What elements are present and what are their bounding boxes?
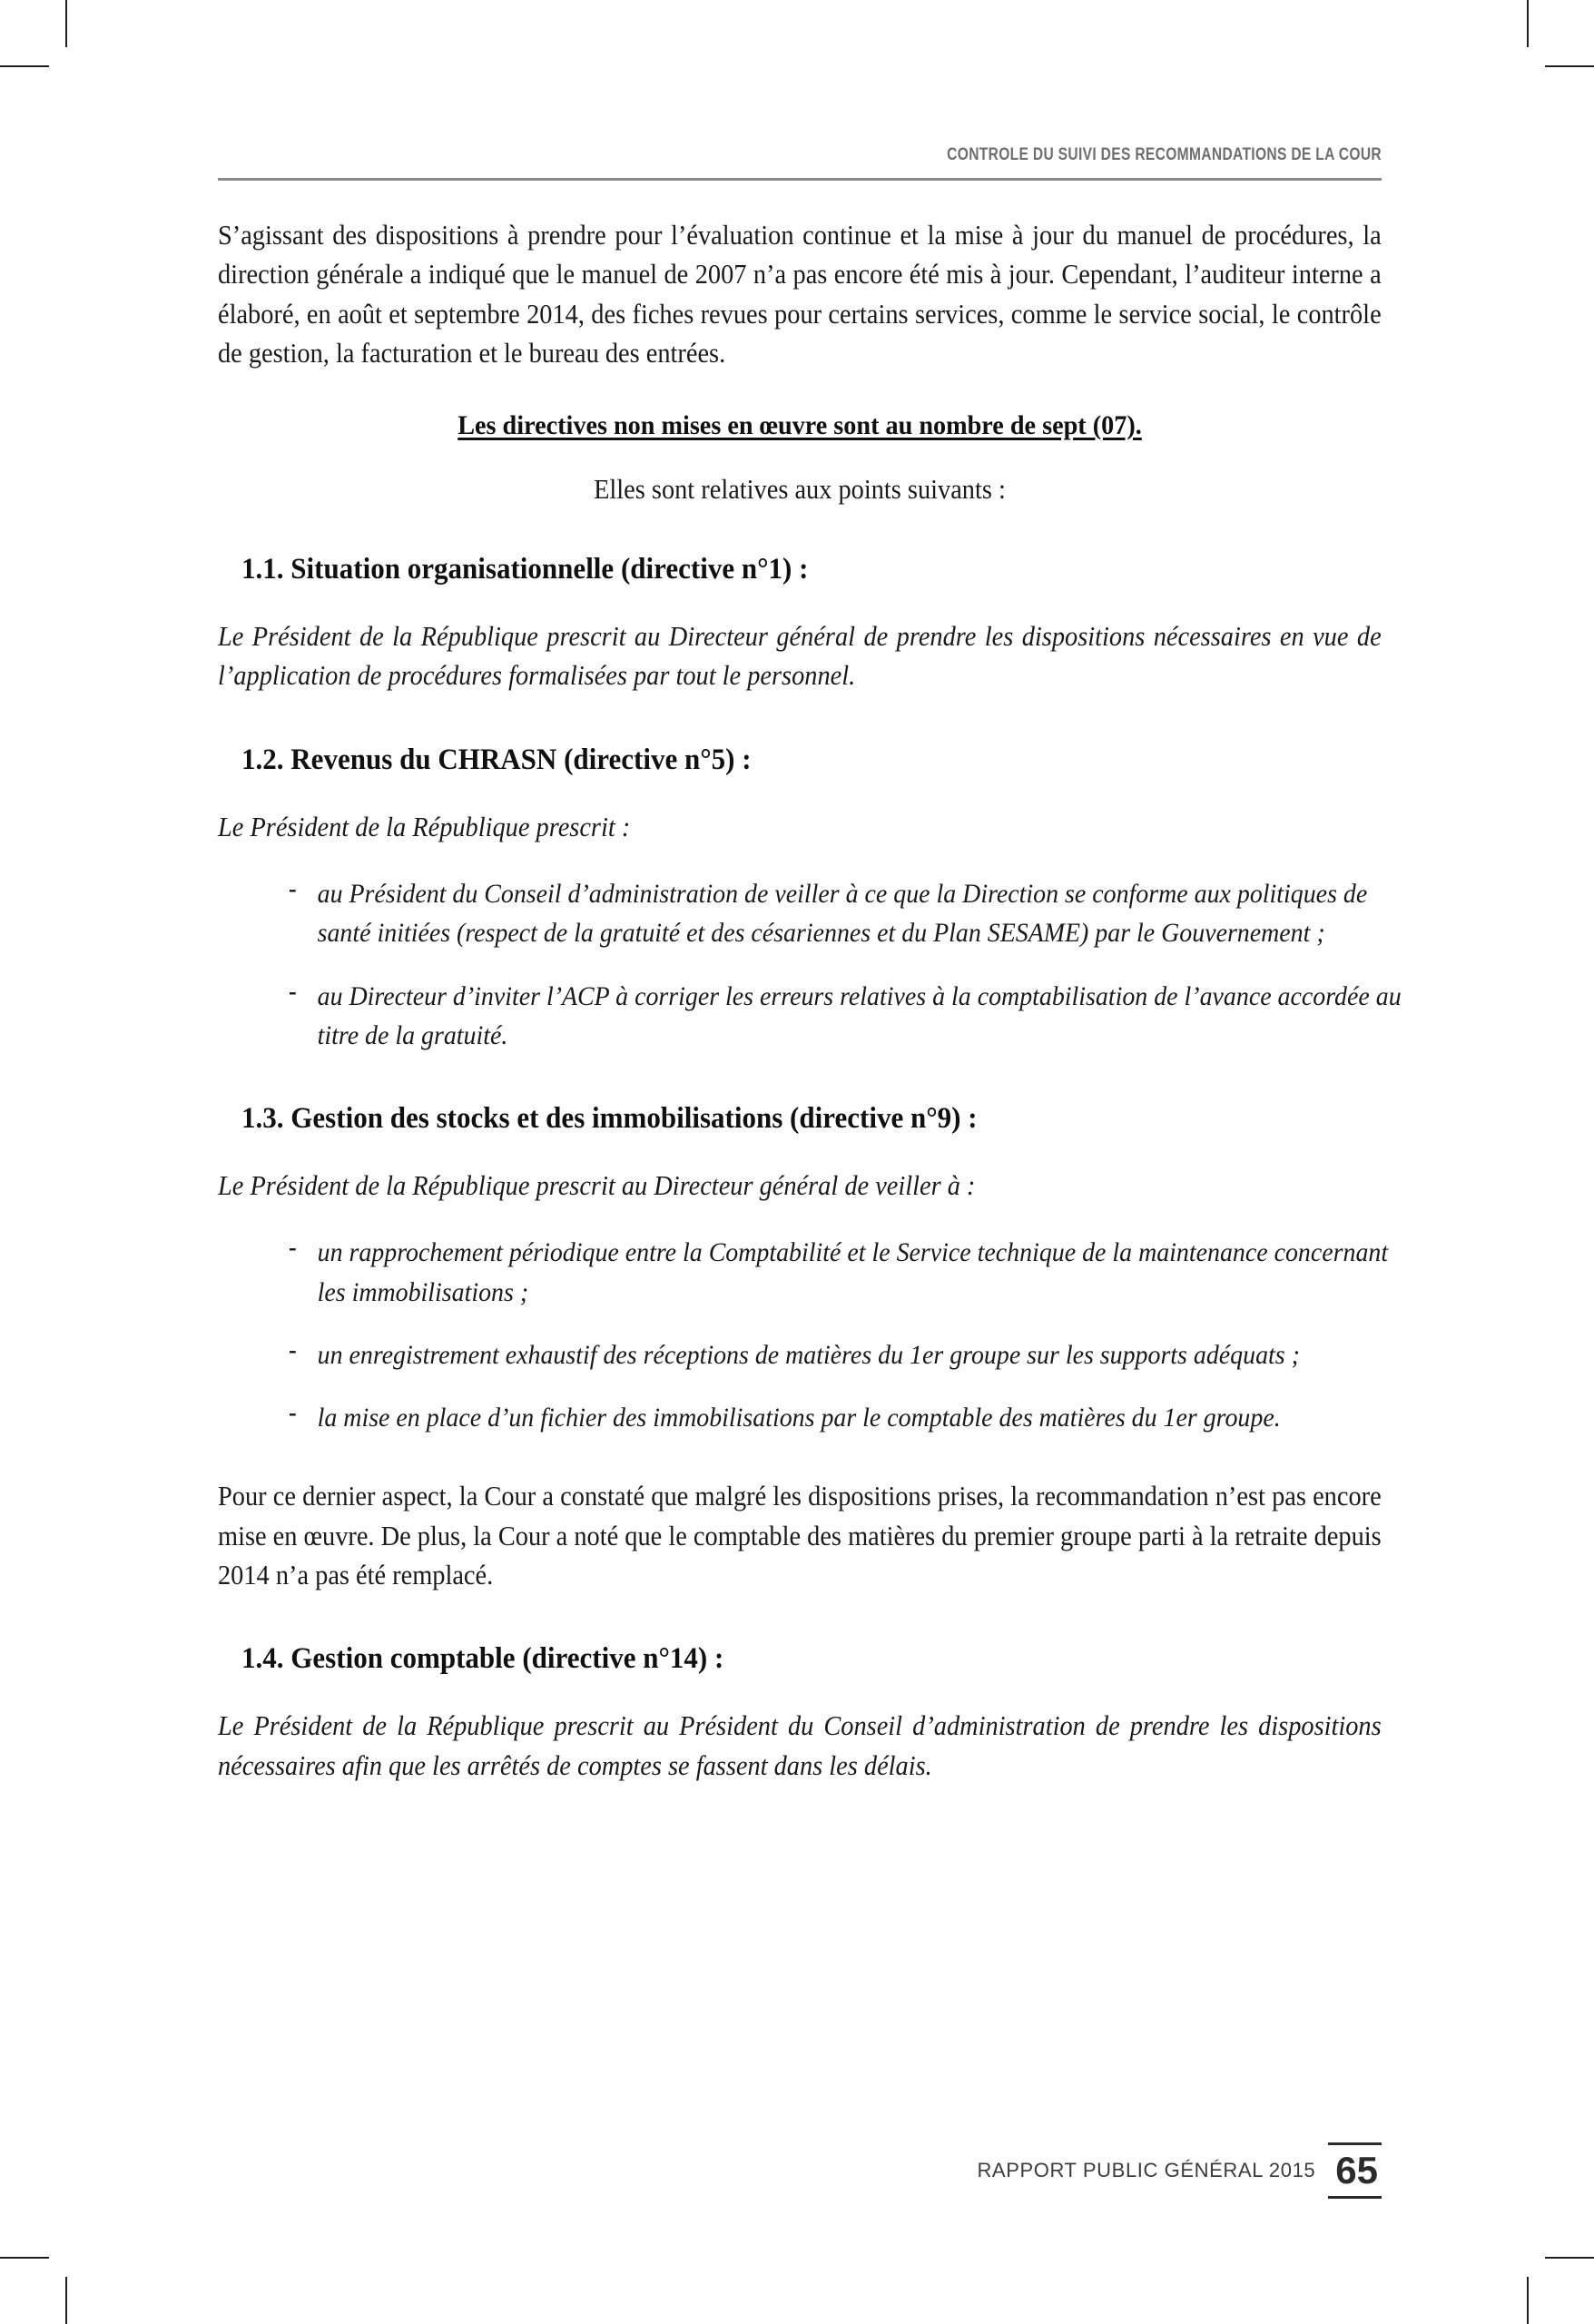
- crop-mark-top-left-vertical: [65, 0, 67, 47]
- list-item-text: au Président du Conseil d’administration de veiller à ce que la Direction se conforme aux politiques de santé initiées (respect de la gratuité et des césariennes et du Plan SESAME) par le Gouvernement ;: [317, 879, 1368, 949]
- section-heading-1-2: 1.2. Revenus du CHRASN (directive n°5) :: [241, 743, 752, 776]
- list-item: [289, 1398, 1410, 1437]
- crop-mark-top-right-horizontal: [1545, 65, 1594, 67]
- section-intro-1-1: Le Président de la République prescrit au Directeur général de prendre les dispositions nécessaires en vue de l’application de procédures formalisées par tout le personnel.: [218, 620, 1382, 692]
- list-item-text: au Directeur d’inviter l’ACP à corriger les erreurs relatives à la comptabilisation de l’avance accordée au titre de la gratuité.: [317, 980, 1402, 1050]
- crop-mark-bottom-right-vertical: [1527, 2277, 1529, 2324]
- spacer: [218, 777, 1382, 808]
- list-item: [289, 874, 1410, 952]
- crop-mark-top-left-horizontal: [0, 65, 49, 67]
- dash-bullet-icon: -: [289, 1398, 297, 1427]
- section-heading-1-3: 1.3. Gestion des stocks et des immobilisations (directive n°9) :: [241, 1101, 978, 1135]
- list-item: [289, 1335, 1410, 1374]
- dash-bullet-icon: -: [289, 875, 297, 904]
- section-intro-1-4: Le Président de la République prescrit au Président du Conseil d’administration de prendre les dispositions nécessaires afin que les arrêtés de comptes se fassent dans les délais.: [218, 1710, 1382, 1781]
- list-item: [289, 977, 1410, 1055]
- crop-mark-top-right-vertical: [1527, 0, 1529, 47]
- section-heading-1-4: 1.4. Gestion comptable (directive n°14) :: [241, 1642, 724, 1676]
- list-item-text: la mise en place d’un fichier des immobilisations par le comptable des matières du 1er groupe.: [317, 1402, 1281, 1433]
- crop-mark-bottom-left-vertical: [65, 2277, 67, 2324]
- dash-bullet-icon: -: [289, 1335, 297, 1364]
- section-intro-1-2: Le Président de la République prescrit :: [218, 811, 631, 842]
- spacer: [218, 586, 1382, 617]
- header-rule: [218, 178, 1382, 181]
- closing-paragraph-1-3: Pour ce dernier aspect, la Cour a constaté que malgré les dispositions prises, la recommandation n’est pas encore mise en œuvre. De plus, la Cour a noté que le comptable des matières du premier groupe parti à la retraite depuis 2014 n’a pas été remplacé.: [218, 1481, 1382, 1591]
- page-number: 65: [1328, 2142, 1382, 2199]
- underlined-heading: Les directives non mises en œuvre sont au nombre de sept (07).: [458, 409, 1142, 440]
- bullet-list-1-3: [218, 1233, 1389, 1437]
- dash-bullet-icon: -: [289, 977, 297, 1006]
- content-column: [218, 0, 1402, 2324]
- spacer: [218, 1136, 1382, 1167]
- list-item-text: un enregistrement exhaustif des réceptions de matières du 1er groupe sur les supports adéquats ;: [317, 1339, 1300, 1370]
- footer-label: RAPPORT PUBLIC GÉNÉRAL 2015: [977, 2159, 1316, 2181]
- section-heading-1-1: 1.1. Situation organisationnelle (directive n°1) :: [241, 552, 809, 586]
- intro-paragraph: S’agissant des dispositions à prendre pour l’évaluation continue et la mise à jour du manuel de procédures, la direction générale a indiqué que le manuel de 2007 n’a pas encore été mis à jour. Cependant, l’auditeur interne a élaboré, en août et septembre 2014, des fiches revues pour certains services, comme le service social, le contrôle de gestion, la facturation et le bureau des entrées.: [218, 220, 1382, 369]
- crop-mark-bottom-left-horizontal: [0, 2257, 49, 2259]
- bullet-list-1-2: [218, 874, 1402, 1055]
- list-item: [289, 1233, 1410, 1311]
- running-head: CONTROLE DU SUIVI DES RECOMMANDATIONS DE LA COUR: [947, 145, 1382, 164]
- lead-line: Elles sont relatives aux points suivants :: [594, 473, 1006, 505]
- crop-mark-bottom-right-horizontal: [1545, 2257, 1594, 2259]
- spacer: [218, 1437, 1382, 1477]
- page-footer: [218, 2142, 1382, 2199]
- spacer: [218, 1676, 1382, 1707]
- dash-bullet-icon: -: [289, 1234, 297, 1263]
- section-intro-1-3: Le Président de la République prescrit au Directeur général de veiller à :: [218, 1169, 976, 1201]
- document-body: [218, 216, 1402, 1786]
- list-item-text: un rapprochement périodique entre la Comptabilité et le Service technique de la maintenance concernant les immobilisations ;: [317, 1237, 1389, 1307]
